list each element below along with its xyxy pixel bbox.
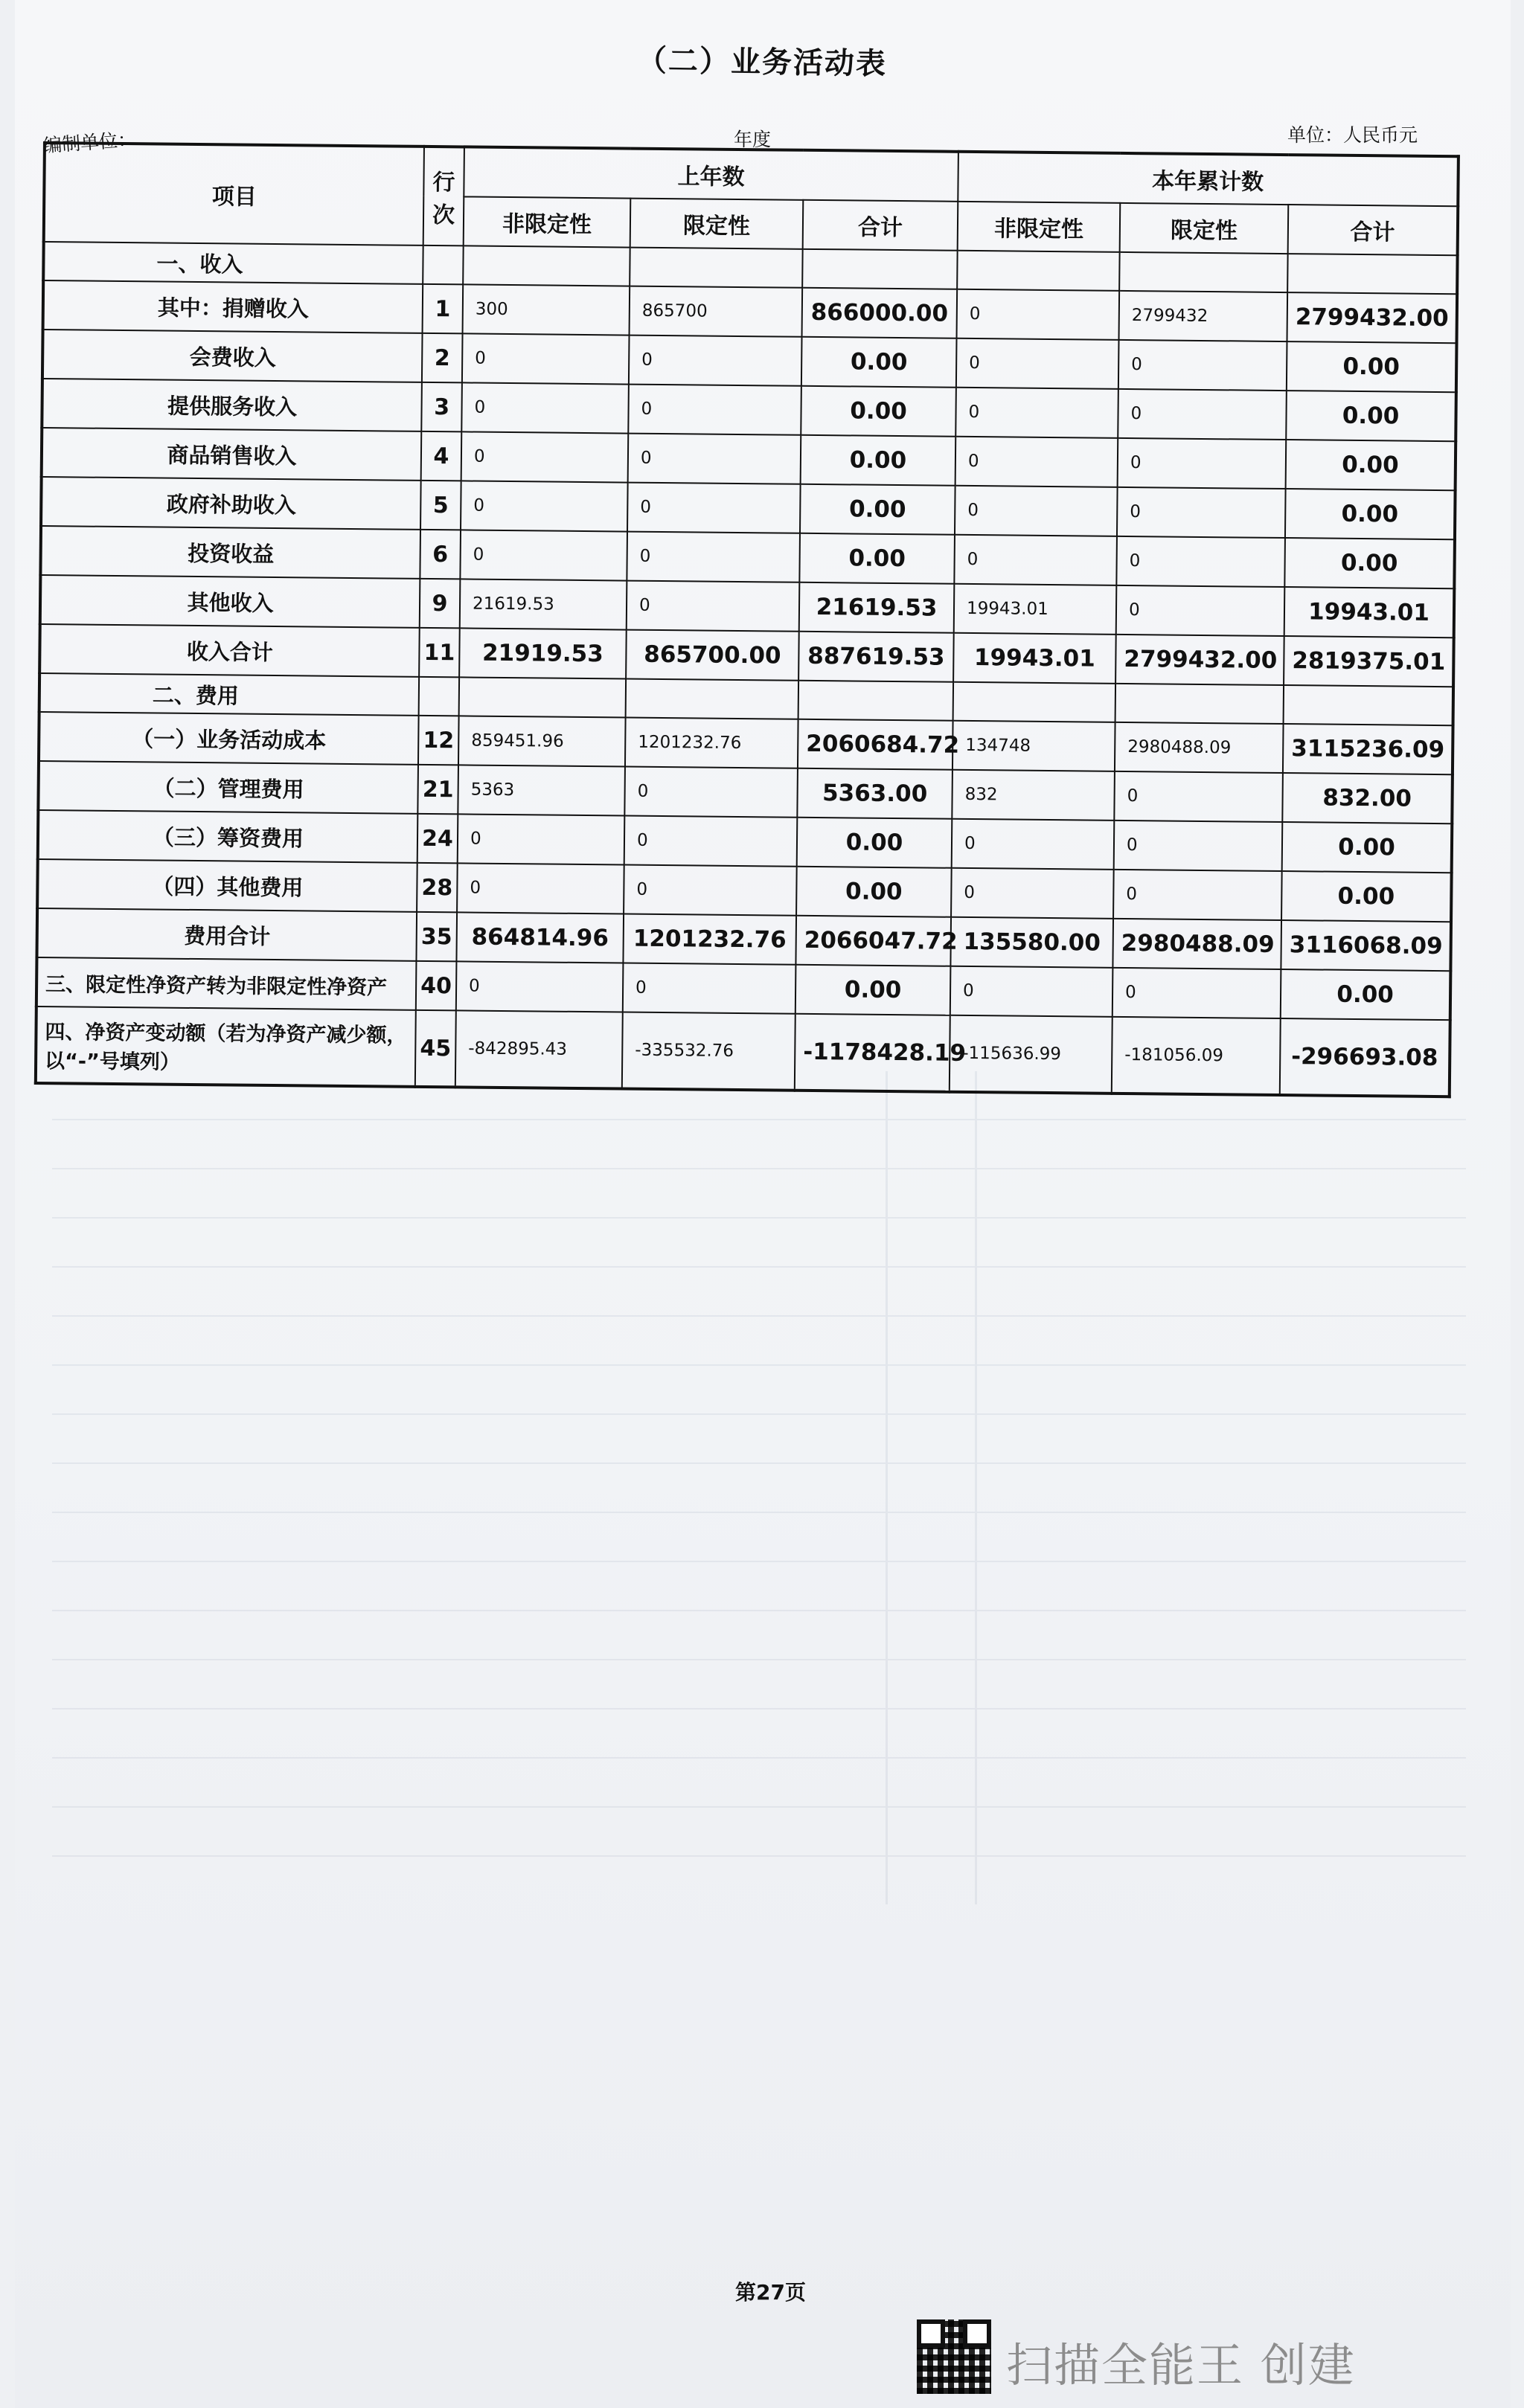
page-number: 第27页 — [735, 2280, 806, 2305]
prev-total-cell: 0.00 — [799, 533, 955, 584]
cur-total-cell: 0.00 — [1287, 341, 1457, 392]
cur-unrestricted-cell: 0 — [950, 966, 1113, 1017]
cur-total-cell: 0.00 — [1284, 538, 1455, 588]
cur-total-cell: 2799432.00 — [1287, 292, 1458, 343]
page-title: （二）业务活动表 — [636, 43, 888, 82]
activity-table — [34, 141, 1460, 1098]
header-cur-year: 本年累计数 — [958, 152, 1459, 206]
prev-unrestricted-cell: 21919.53 — [459, 628, 627, 678]
prev-restricted-cell: 0 — [624, 767, 798, 818]
cur-unrestricted-cell: 0 — [955, 388, 1118, 438]
prev-total-cell: 21619.53 — [799, 582, 955, 633]
cur-total-cell: 0.00 — [1286, 391, 1456, 441]
line-number: 2 — [422, 333, 463, 383]
cur-restricted-cell: 0 — [1118, 340, 1287, 391]
row-label: 其他收入 — [40, 575, 420, 628]
cur-total-cell: 19943.01 — [1284, 587, 1455, 638]
cur-unrestricted-cell: 0 — [955, 437, 1118, 487]
currency-unit-label: 单位：人民币元 — [1287, 124, 1418, 146]
line-number: 5 — [420, 481, 461, 530]
line-number: 24 — [417, 814, 458, 864]
row-label: 投资收益 — [40, 526, 420, 579]
prev-unrestricted-cell: 5363 — [458, 765, 625, 815]
prev-total-cell: 0.00 — [800, 484, 955, 535]
prev-restricted-cell: 865700 — [630, 286, 803, 337]
cur-restricted-cell: 0 — [1118, 438, 1287, 489]
cur-total-cell: 832.00 — [1282, 773, 1453, 823]
cur-restricted-cell: 0 — [1116, 585, 1285, 636]
prev-unrestricted-cell: 0 — [461, 431, 629, 482]
line-number: 9 — [420, 579, 461, 629]
line-number: 45 — [415, 1010, 456, 1088]
qr-code-icon — [917, 2319, 991, 2394]
cur-total-cell: 0.00 — [1285, 489, 1456, 539]
prev-total-cell: 0.00 — [801, 386, 956, 437]
prev-unrestricted-cell: 0 — [457, 863, 624, 914]
header-cur-restricted: 限定性 — [1120, 203, 1289, 254]
row-label: （三）筹资费用 — [38, 810, 418, 863]
row-label: 费用合计 — [36, 908, 417, 961]
row-label: 四、净资产变动额（若为净资产减少额，以“-”号填列） — [36, 1006, 416, 1087]
activity-table-wrapper — [34, 141, 1457, 1107]
line-number: 35 — [416, 912, 457, 962]
cur-total-cell: 0.00 — [1281, 969, 1451, 1020]
cur-restricted-cell: 0 — [1118, 389, 1287, 440]
prev-total-cell: -1178428.19 — [795, 1014, 950, 1092]
cur-restricted-cell: 2799432.00 — [1115, 635, 1284, 685]
prev-restricted-cell: 0 — [624, 816, 798, 867]
cur-restricted-cell: -181056.09 — [1112, 1017, 1281, 1095]
cur-unrestricted-cell: 0 — [955, 486, 1118, 536]
prev-restricted-cell: 0 — [627, 483, 801, 533]
cur-unrestricted-cell: 0 — [951, 868, 1114, 919]
line-number: 1 — [423, 284, 464, 334]
bleed-through-table — [52, 1071, 1466, 1904]
prev-unrestricted-cell: 0 — [461, 382, 629, 433]
prev-total-cell: 5363.00 — [797, 768, 952, 819]
cur-unrestricted-cell: -115636.99 — [950, 1015, 1112, 1094]
row-label: 收入合计 — [39, 624, 420, 677]
cur-total-cell: 0.00 — [1286, 440, 1456, 490]
cur-unrestricted-cell: 0 — [954, 535, 1117, 585]
prev-unrestricted-cell: 0 — [461, 481, 628, 531]
line-number: 21 — [417, 765, 458, 815]
prev-unrestricted-cell: 0 — [460, 530, 627, 580]
line-number: 12 — [418, 716, 459, 765]
cur-restricted-cell: 2980488.09 — [1112, 919, 1281, 969]
prev-total-cell: 0.00 — [801, 337, 957, 388]
header-prev-unrestricted: 非限定性 — [464, 196, 631, 247]
prev-restricted-cell: -335532.76 — [622, 1012, 795, 1091]
prev-unrestricted-cell: 0 — [458, 814, 625, 864]
cur-unrestricted-cell: 19943.01 — [953, 633, 1116, 684]
cur-unrestricted-cell: 832 — [952, 770, 1115, 821]
prev-unrestricted-cell: 300 — [463, 284, 630, 335]
header-line-no: 行次 — [423, 147, 464, 246]
scanner-watermark: 扫描全能王 创建 — [1006, 2338, 1356, 2392]
cur-restricted-cell: 0 — [1114, 771, 1283, 822]
row-label: （一）业务活动成本 — [39, 712, 419, 765]
prev-total-cell: 0.00 — [801, 435, 956, 486]
prev-total-cell: 0.00 — [796, 867, 952, 917]
cur-unrestricted-cell: 0 — [952, 819, 1115, 870]
prev-restricted-cell: 0 — [628, 385, 801, 435]
cur-restricted-cell: 2799432 — [1119, 291, 1288, 341]
prev-restricted-cell: 0 — [629, 335, 802, 386]
table-row — [36, 1006, 1450, 1097]
header-prev-restricted: 限定性 — [630, 199, 804, 249]
cur-total-cell: 3115236.09 — [1283, 724, 1453, 774]
header-item: 项目 — [44, 143, 424, 245]
row-label: （四）其他费用 — [37, 859, 417, 912]
prev-total-cell: 0.00 — [795, 965, 951, 1015]
year-label: 年度 — [734, 129, 772, 150]
prev-unrestricted-cell: 864814.96 — [456, 912, 624, 963]
row-label: 政府补助收入 — [41, 477, 421, 530]
line-number: 11 — [419, 628, 460, 678]
cur-total-cell: 0.00 — [1282, 822, 1453, 873]
line-number: 40 — [416, 961, 457, 1011]
prev-unrestricted-cell: 859451.96 — [458, 716, 626, 766]
header-prev-year: 上年数 — [464, 147, 958, 201]
prev-unrestricted-cell: 0 — [462, 333, 630, 384]
prev-restricted-cell: 865700.00 — [626, 630, 799, 681]
header-cur-total: 合计 — [1288, 205, 1459, 255]
prev-total-cell: 2060684.72 — [798, 719, 953, 770]
prev-restricted-cell: 0 — [628, 434, 801, 484]
line-number: 28 — [417, 863, 458, 913]
cur-unrestricted-cell: 135580.00 — [950, 917, 1113, 968]
prev-total-cell: 0.00 — [797, 818, 952, 868]
cur-total-cell: 3116068.09 — [1281, 920, 1451, 971]
row-label: 其中：捐赠收入 — [43, 280, 423, 333]
row-label: 一、收入 — [43, 242, 423, 284]
row-label: 三、限定性净资产转为非限定性净资产 — [36, 957, 417, 1010]
cur-restricted-cell: 0 — [1114, 821, 1283, 871]
cur-total-cell: -296693.08 — [1280, 1018, 1450, 1097]
cur-restricted-cell: 0 — [1116, 536, 1285, 587]
prev-restricted-cell: 0 — [623, 963, 796, 1014]
prev-unrestricted-cell: 21619.53 — [460, 579, 627, 629]
line-number: 4 — [421, 431, 462, 481]
prev-restricted-cell: 0 — [627, 532, 800, 582]
row-label: （二）管理费用 — [38, 761, 418, 814]
cur-unrestricted-cell: 0 — [956, 338, 1119, 389]
prev-unrestricted-cell: 0 — [456, 961, 624, 1012]
prev-total-cell: 2066047.72 — [795, 916, 951, 966]
prev-restricted-cell: 1201232.76 — [623, 914, 796, 965]
line-number: 6 — [420, 530, 461, 579]
prev-restricted-cell: 1201232.76 — [625, 718, 798, 768]
cur-unrestricted-cell: 0 — [957, 289, 1120, 340]
cur-total-cell: 0.00 — [1281, 871, 1452, 922]
prev-unrestricted-cell: -842895.43 — [455, 1010, 623, 1088]
prev-total-cell: 866000.00 — [802, 288, 958, 338]
cur-restricted-cell: 0 — [1113, 870, 1282, 920]
prev-restricted-cell: 0 — [627, 581, 800, 632]
prepared-by-label: 编制单位： — [42, 128, 137, 157]
cur-unrestricted-cell: 19943.01 — [954, 584, 1117, 635]
header-cur-unrestricted: 非限定性 — [958, 202, 1121, 252]
cur-total-cell: 2819375.01 — [1284, 636, 1454, 687]
cur-unrestricted-cell: 134748 — [952, 721, 1115, 771]
row-label: 会费收入 — [42, 330, 423, 382]
row-label: 二、费用 — [39, 673, 419, 716]
prev-total-cell: 887619.53 — [798, 632, 954, 682]
row-label: 商品销售收入 — [42, 428, 422, 481]
cur-restricted-cell: 2980488.09 — [1115, 722, 1284, 773]
prev-restricted-cell: 0 — [624, 865, 797, 916]
row-label: 提供服务收入 — [42, 379, 422, 431]
line-number: 3 — [421, 382, 462, 432]
header-prev-total: 合计 — [803, 200, 958, 251]
cur-restricted-cell: 0 — [1117, 487, 1286, 538]
cur-restricted-cell: 0 — [1112, 968, 1281, 1018]
